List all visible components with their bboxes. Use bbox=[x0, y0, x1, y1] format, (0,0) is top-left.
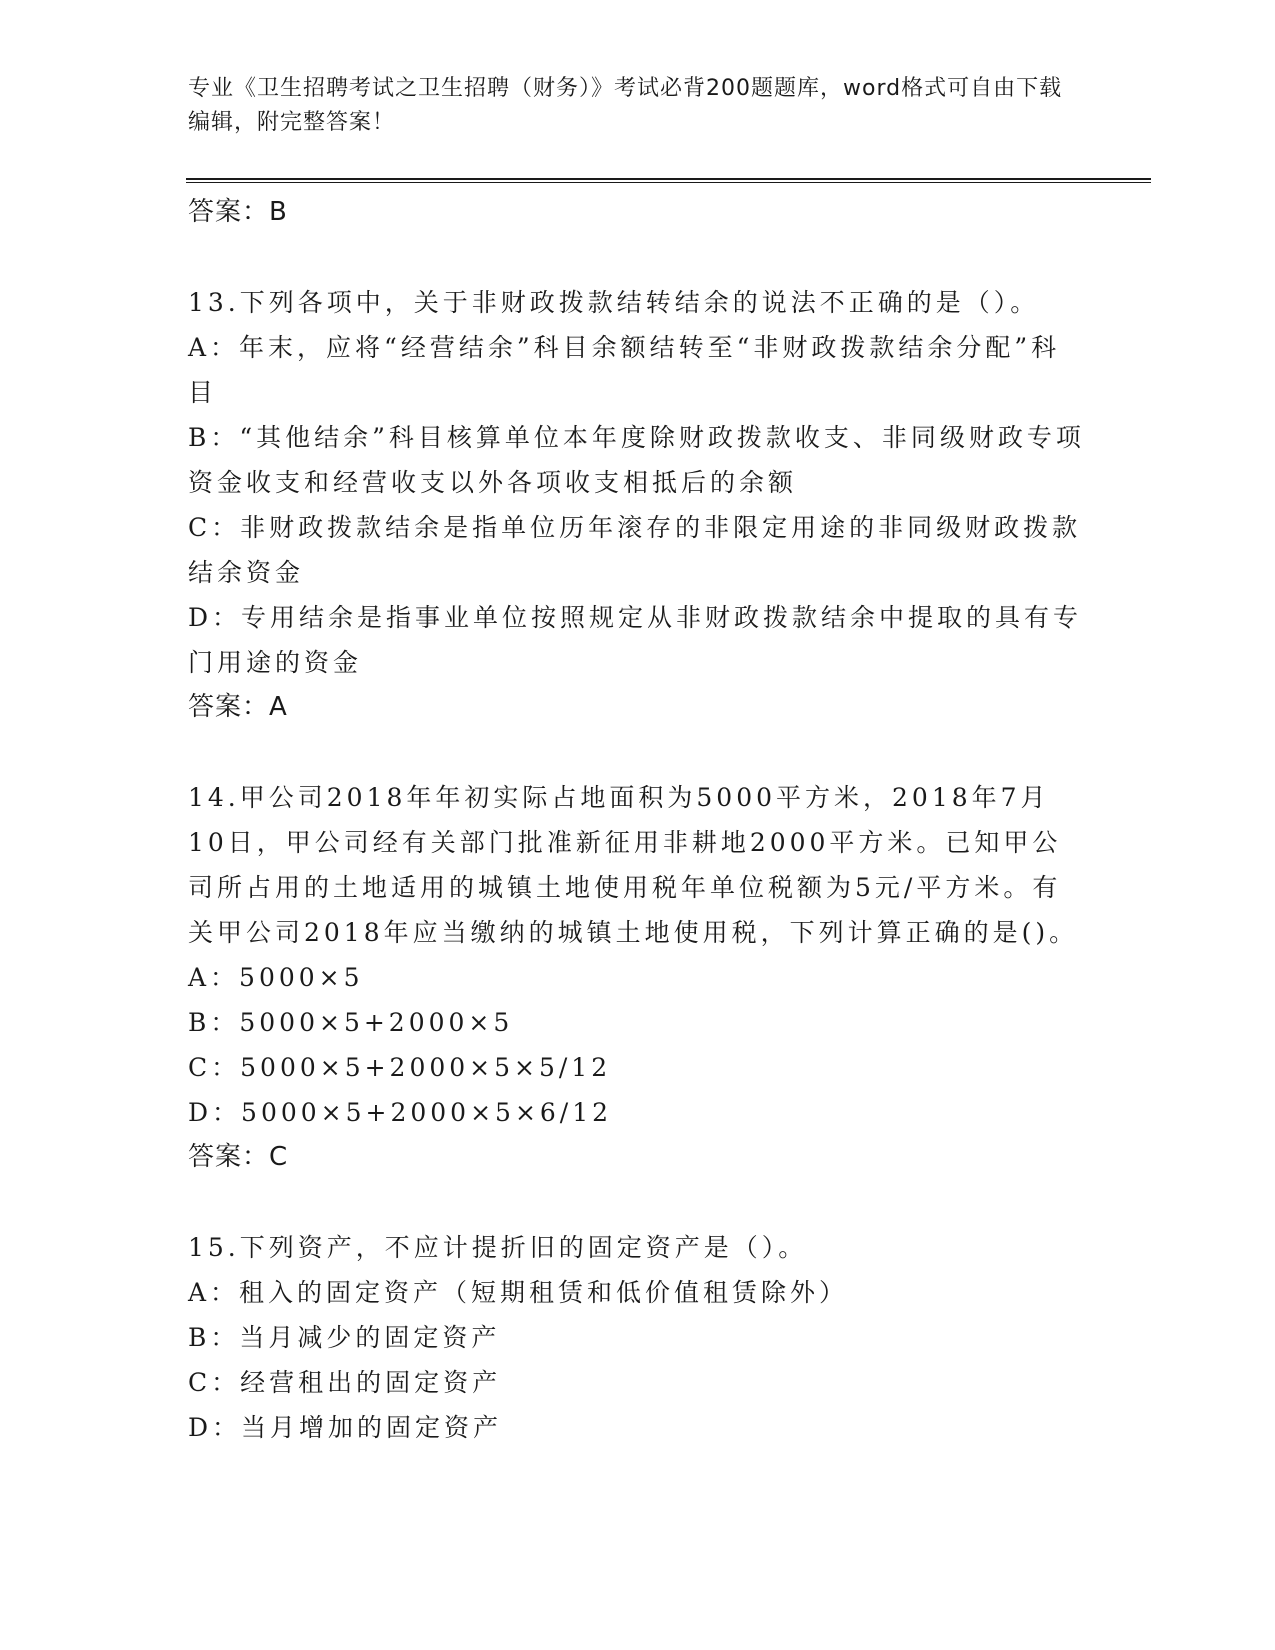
option-d: D：当月增加的固定资产 bbox=[188, 1413, 503, 1442]
option-a: A：租入的固定资产（短期租赁和低价值租赁除外） bbox=[188, 1278, 849, 1307]
header-rule-thin bbox=[186, 182, 1151, 183]
question-block bbox=[188, 1225, 1088, 1450]
question-block bbox=[188, 775, 1088, 1180]
option-d: D：5000×5+2000×5×6/12 bbox=[188, 1098, 613, 1127]
question-text: 13.下列各项中，关于非财政拨款结转结余的说法不正确的是（）。 bbox=[188, 288, 1040, 317]
question-text: 15.下列资产，不应计提折旧的固定资产是（）。 bbox=[188, 1233, 808, 1262]
option-a: A：年末，应将“经营结余”科目余额结转至“非财政拨款结余分配”科目 bbox=[188, 333, 1061, 407]
document-header: 专业《卫生招聘考试之卫生招聘（财务）》考试必背200题题库，word格式可自由下载编辑，附完整答案！ bbox=[188, 76, 1063, 135]
option-c: C：5000×5+2000×5×5/12 bbox=[188, 1053, 612, 1082]
spacer bbox=[188, 730, 1088, 775]
question-text: 14.甲公司2018年年初实际占地面积为5000平方米，2018年7月10日，甲公司经有关部门批准新征用非耕地2000平方米。已知甲公司所占用的土地适用的城镇土地使用税年单位税额为5元/平方米。有关甲公司2018年应当缴纳的城镇土地使用税，下列计算正确的是()。 bbox=[188, 783, 1079, 947]
document-body bbox=[188, 190, 1088, 1450]
option-c: C：经营租出的固定资产 bbox=[188, 1368, 502, 1397]
option-b: B：当月减少的固定资产 bbox=[188, 1323, 501, 1352]
answer-line: 答案：C bbox=[188, 1142, 289, 1172]
option-c: C：非财政拨款结余是指单位历年滚存的非限定用途的非同级财政拨款结余资金 bbox=[188, 513, 1082, 587]
option-a: A：5000×5 bbox=[188, 963, 364, 992]
answer-line: 答案：B bbox=[188, 197, 288, 227]
spacer bbox=[188, 1180, 1088, 1225]
spacer bbox=[188, 235, 1088, 280]
option-b: B：5000×5+2000×5 bbox=[188, 1008, 514, 1037]
header-rule-thick bbox=[186, 178, 1151, 180]
option-b: B：“其他结余”科目核算单位本年度除财政拨款收支、非同级财政专项资金收支和经营收支以外各项收支相抵后的余额 bbox=[188, 423, 1085, 497]
question-block bbox=[188, 280, 1088, 730]
option-d: D：专用结余是指事业单位按照规定从非财政拨款结余中提取的具有专门用途的资金 bbox=[188, 603, 1083, 677]
answer-line: 答案：A bbox=[188, 692, 288, 722]
